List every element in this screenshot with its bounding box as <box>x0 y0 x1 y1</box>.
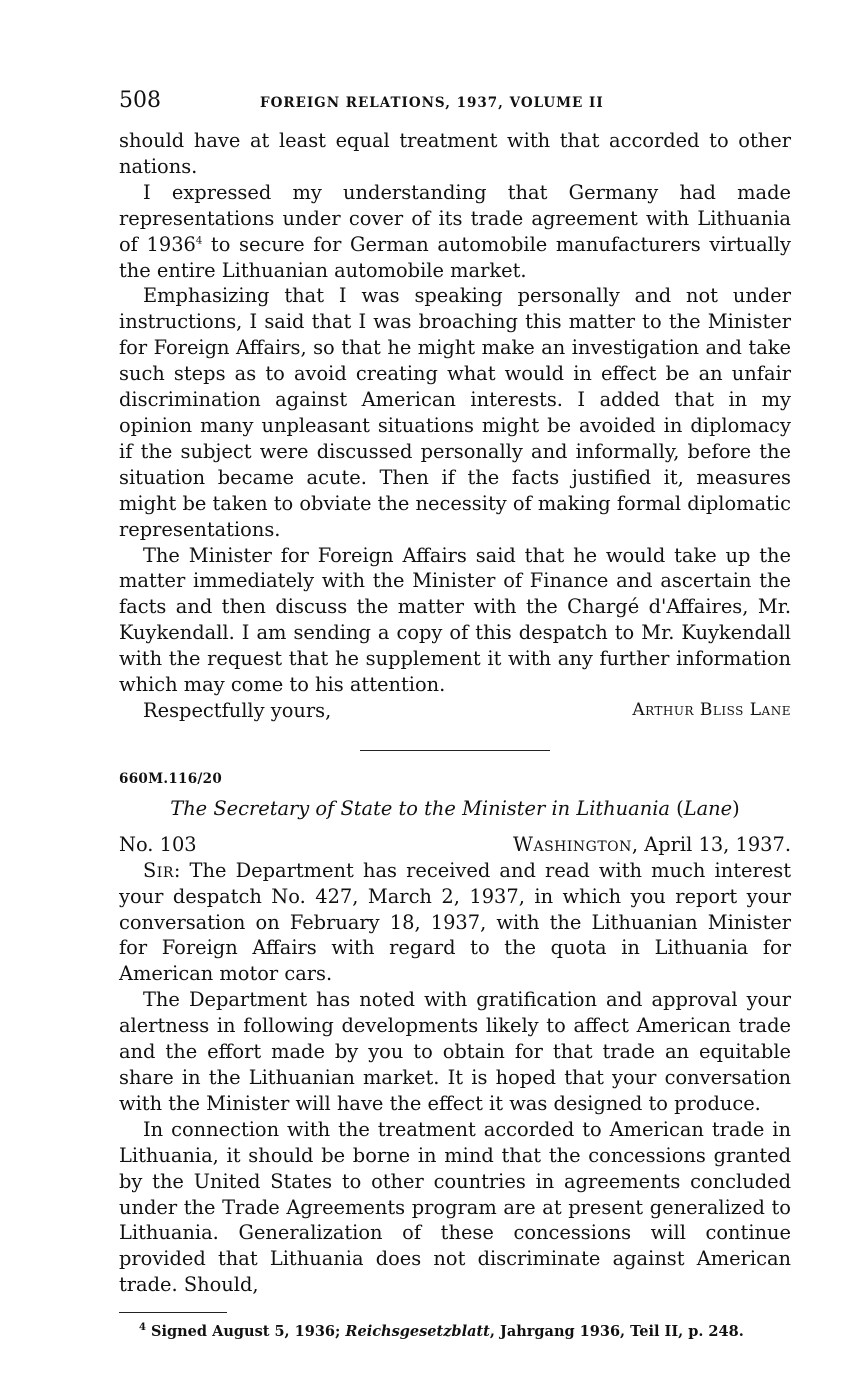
page-number: 508 <box>119 88 161 113</box>
letter-lane-body <box>119 128 791 698</box>
footnote <box>119 1323 791 1341</box>
letter-closing <box>119 698 791 724</box>
page-header <box>119 88 791 122</box>
document-page <box>119 88 791 1341</box>
closing-phrase: Respectfully yours, <box>143 698 332 722</box>
paragraph: The Department has noted with gratification and approval your alertness in following developments likely to affect American trade and the effort made by you to obtain for that trade an equitable share in the Lithuanian market. It is hoped that your conversation with the Minister will have the effect it was designed to produce. <box>119 988 791 1115</box>
despatch-number: No. 103 <box>119 832 197 856</box>
footnote-ref: 4 <box>195 235 203 247</box>
paragraph: The Minister for Foreign Affairs said that he would take up the matter immediately with the Minister of Finance and ascertain the facts and then discuss the matter with the Chargé d'Affaires, Mr. Kuykendall. I am sending a copy of this despatch to Mr. Kuykendall with the request that he supplement it with any further information which may come to his attention. <box>119 543 791 697</box>
paragraph: Emphasizing that I was speaking personally and not under instructions, I said that I was broaching this matter to the Minister for Foreign Affairs, so that he might make an investigation and take such steps as to avoid creating what would in effect be an unfair discrimination against American interests. I added that in my opinion many unpleasant situations might be avoided in diplomacy if the subject were discussed personally and informally, before the situation became acute. Then if the facts justified it, measures might be taken to obviate the necessity of making formal diplomatic representations. <box>119 284 791 541</box>
running-head: FOREIGN RELATIONS, 1937, VOLUME II <box>260 95 604 111</box>
letter-secretary-body <box>119 858 791 1298</box>
signature: Arthur Bliss Lane <box>632 699 791 720</box>
file-number: 660M.116/20 <box>119 770 223 787</box>
paragraph: In connection with the treatment accorded to American trade in Lithuania, it should be borne in mind that the concessions granted by the United States to other countries in agreements concluded under the Trade Agreements program are at present generalized to Lithuania. Generalization of these concessions will continue provided that Lithuania does not discriminate against American trade. Should, <box>119 1117 791 1297</box>
footnote-italic: Reichsgesetzblatt <box>345 1323 490 1341</box>
place: Washington <box>513 832 632 856</box>
title-name: Lane <box>683 796 733 820</box>
place-date <box>513 832 791 858</box>
footnote-marker: 4 <box>139 1322 146 1334</box>
section-divider <box>360 750 550 751</box>
title-paren: ( <box>676 796 684 820</box>
paragraph <box>119 180 791 284</box>
title-paren: ) <box>732 796 740 820</box>
footnote-text: Signed August 5, 1936; <box>145 1323 346 1341</box>
paragraph-text: I expressed my understanding that Germany had made representations under cover of its trade agreement with Lithuania of 1936 <box>119 180 791 256</box>
paragraph-text: to secure for German automobile manufacturers virtually the entire Lithuanian automobile market. <box>119 232 791 282</box>
paragraph <box>119 858 791 988</box>
paragraph-text: : The Department has received and read with much interest your despatch No. 427, March 2, 1937, in which you report your conversation on February 18, 1937, with the Lithuanian Minister for Foreign Affairs with regard to the quota in Lithuania for American motor cars. <box>119 858 791 986</box>
document-title <box>119 797 791 820</box>
date: , April 13, 1937. <box>631 832 791 856</box>
footnote-text: , Jahrgang 1936, Teil II, p. 248. <box>489 1323 744 1341</box>
paragraph: should have at least equal treatment with that accorded to other nations. <box>119 129 791 178</box>
footnote-rule <box>119 1312 227 1313</box>
title-text: The Secretary of State to the Minister in Lithuania <box>170 796 670 820</box>
dateline <box>119 832 791 858</box>
salutation: Sir <box>143 858 174 882</box>
